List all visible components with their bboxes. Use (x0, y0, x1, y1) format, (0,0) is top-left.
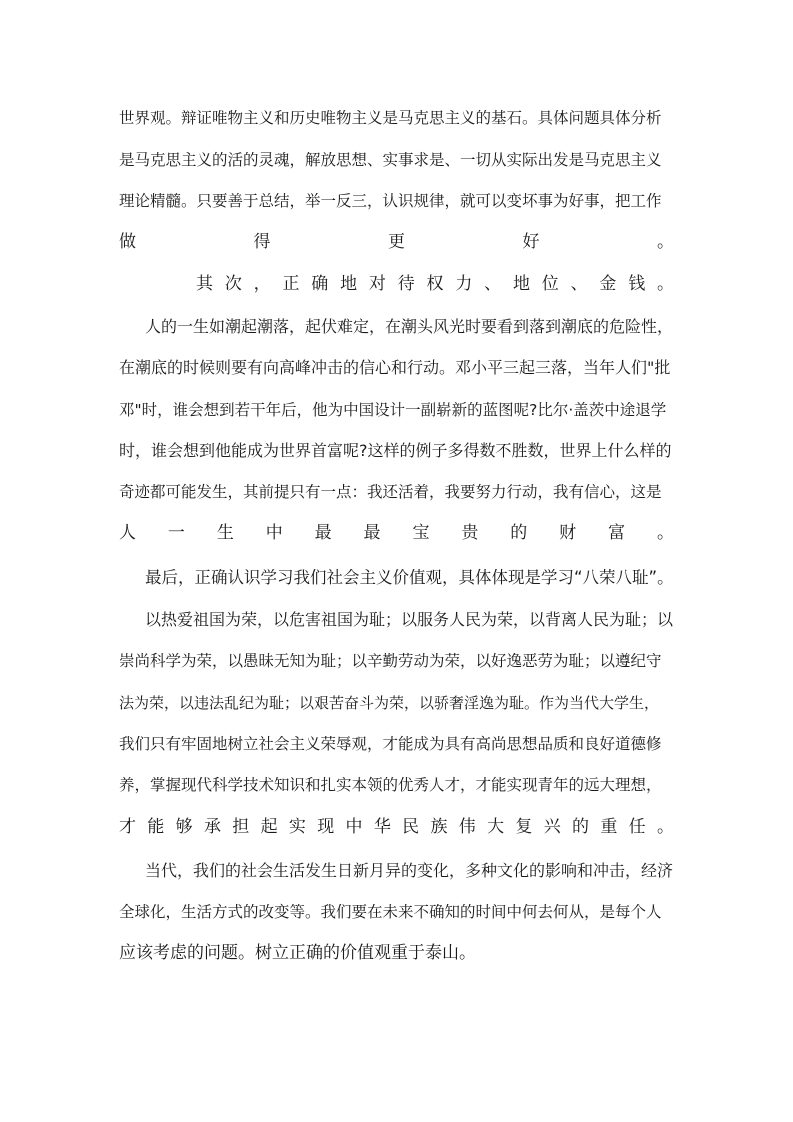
justified-char: 富 (608, 523, 626, 543)
justified-char: 财 (559, 523, 577, 543)
justified-char: 好 (522, 232, 540, 252)
justified-char: 权 (426, 274, 444, 294)
text-line: 当代，我们的社会生活发生日新月异的变化，多种文化的影响和冲击，经济 (145, 861, 674, 880)
justified-char: 最 (363, 523, 381, 543)
justified-char: 对 (368, 274, 386, 294)
text-line: 养，掌握现代科学技术知识和扎实本领的优秀人才，才能实现青年的远大理想， (119, 776, 662, 794)
text-line: 以热爱祖国为荣，以危害祖国为耻；以服务人民为荣，以背离人民为耻；以 (145, 610, 674, 629)
justified-char: 族 (430, 817, 448, 837)
text-line: 奇迹都可能发生，其前提只有一点：我还活着，我要努力行动，我有信心，这是 (119, 483, 662, 501)
justified-char: 生 (216, 523, 234, 543)
justified-char: 大 (487, 817, 505, 837)
justified-char: 钱 (628, 274, 646, 294)
justified-char: 实 (288, 817, 306, 837)
text-line: 是马克思主义的活的灵魂，解放思想、实事求是、一切从实际出发是马克思主义 (119, 151, 662, 169)
justified-char: 起 (260, 817, 278, 837)
text-line: 我们只有牢固地树立社会主义荣辱观，才能成为具有高尚思想品质和良好道德修 (119, 735, 662, 753)
justified-char: 。 (656, 523, 674, 543)
justified-char: 兴 (543, 817, 561, 837)
justified-char: 得 (253, 232, 271, 252)
justified-char: 做 (119, 232, 136, 252)
justified-char: 、 (570, 274, 588, 294)
justified-char: 民 (402, 817, 420, 837)
justified-char: 才 (119, 817, 136, 837)
justified-char: 一 (167, 523, 185, 543)
justified-char: 次 (224, 274, 242, 294)
justified-char: 伟 (458, 817, 476, 837)
text-line: 最后，正确认识学习我们社会主义价值观，具体体现是学习“八荣八耻”。 (145, 568, 674, 587)
justified-char: 。 (657, 232, 674, 252)
text-line: 应该考虑的问题。树立正确的价值观重于泰山。 (119, 943, 476, 963)
justified-char: 力 (455, 274, 473, 294)
justified-char: 能 (147, 817, 165, 837)
justified-char: 重 (600, 817, 618, 837)
justified-char: 复 (515, 817, 533, 837)
justified-char: 确 (311, 274, 329, 294)
justified-char: 待 (397, 274, 415, 294)
text-line-justified (119, 230, 674, 254)
text-line: 在潮底的时候则要有向高峰冲击的信心和行动。邓小平三起三落，当年人们"批 (119, 358, 671, 377)
justified-char: 其 (196, 274, 213, 294)
justified-char: 、 (484, 274, 502, 294)
text-line: 世界观。辩证唯物主义和历史唯物主义是马克思主义的基石。具体问题具体分析 (119, 109, 662, 127)
text-line: 法为荣，以违法乱纪为耻；以艰苦奋斗为荣，以骄奢淫逸为耻。作为当代大学生， (119, 694, 660, 712)
justified-char: 中 (265, 523, 283, 543)
justified-char: 地 (340, 274, 358, 294)
justified-char: 最 (314, 523, 332, 543)
justified-char: 人 (119, 523, 136, 543)
justified-char: 更 (388, 232, 405, 252)
text-line-justified (119, 521, 674, 545)
justified-char: 正 (282, 274, 300, 294)
justified-char: 。 (657, 274, 674, 294)
justified-char: 担 (232, 817, 250, 837)
text-line-justified (119, 815, 674, 839)
justified-char: 的 (572, 817, 589, 837)
text-line: 理论精髓。只要善于总结，举一反三，认识规律，就可以变坏事为好事，把工作 (119, 192, 662, 210)
justified-char: ， (253, 274, 271, 294)
justified-char: 承 (203, 817, 221, 837)
justified-char: 够 (175, 817, 193, 837)
justified-char: 金 (599, 274, 617, 294)
justified-char: 。 (656, 817, 674, 837)
justified-char: 地 (512, 274, 530, 294)
text-line: 人的一生如潮起潮落，起伏难定，在潮头风光时要看到落到潮底的危险性， (145, 317, 674, 336)
justified-char: 位 (541, 274, 559, 294)
justified-char: 中 (345, 817, 363, 837)
justified-char: 现 (317, 817, 335, 837)
section-heading (119, 272, 674, 296)
text-line: 邓"时，谁会想到若干年后，他为中国设计一副崭新的蓝图呢?比尔·盖茨中途退学 (119, 401, 667, 419)
justified-char: 华 (373, 817, 391, 837)
justified-char: 任 (628, 817, 646, 837)
text-line: 全球化，生活方式的改变等。我们要在未来不确知的时间中何去何从，是每个人 (119, 903, 662, 921)
text-line: 崇尚科学为荣，以愚昧无知为耻；以辛勤劳动为荣，以好逸恶劳为耻；以遵纪守 (119, 652, 662, 670)
justified-char: 的 (510, 523, 528, 543)
text-line: 时，谁会想到他能成为世界首富呢?这样的例子多得数不胜数，世界上什么样的 (119, 441, 672, 460)
justified-char: 宝 (412, 523, 430, 543)
justified-char: 贵 (461, 523, 479, 543)
